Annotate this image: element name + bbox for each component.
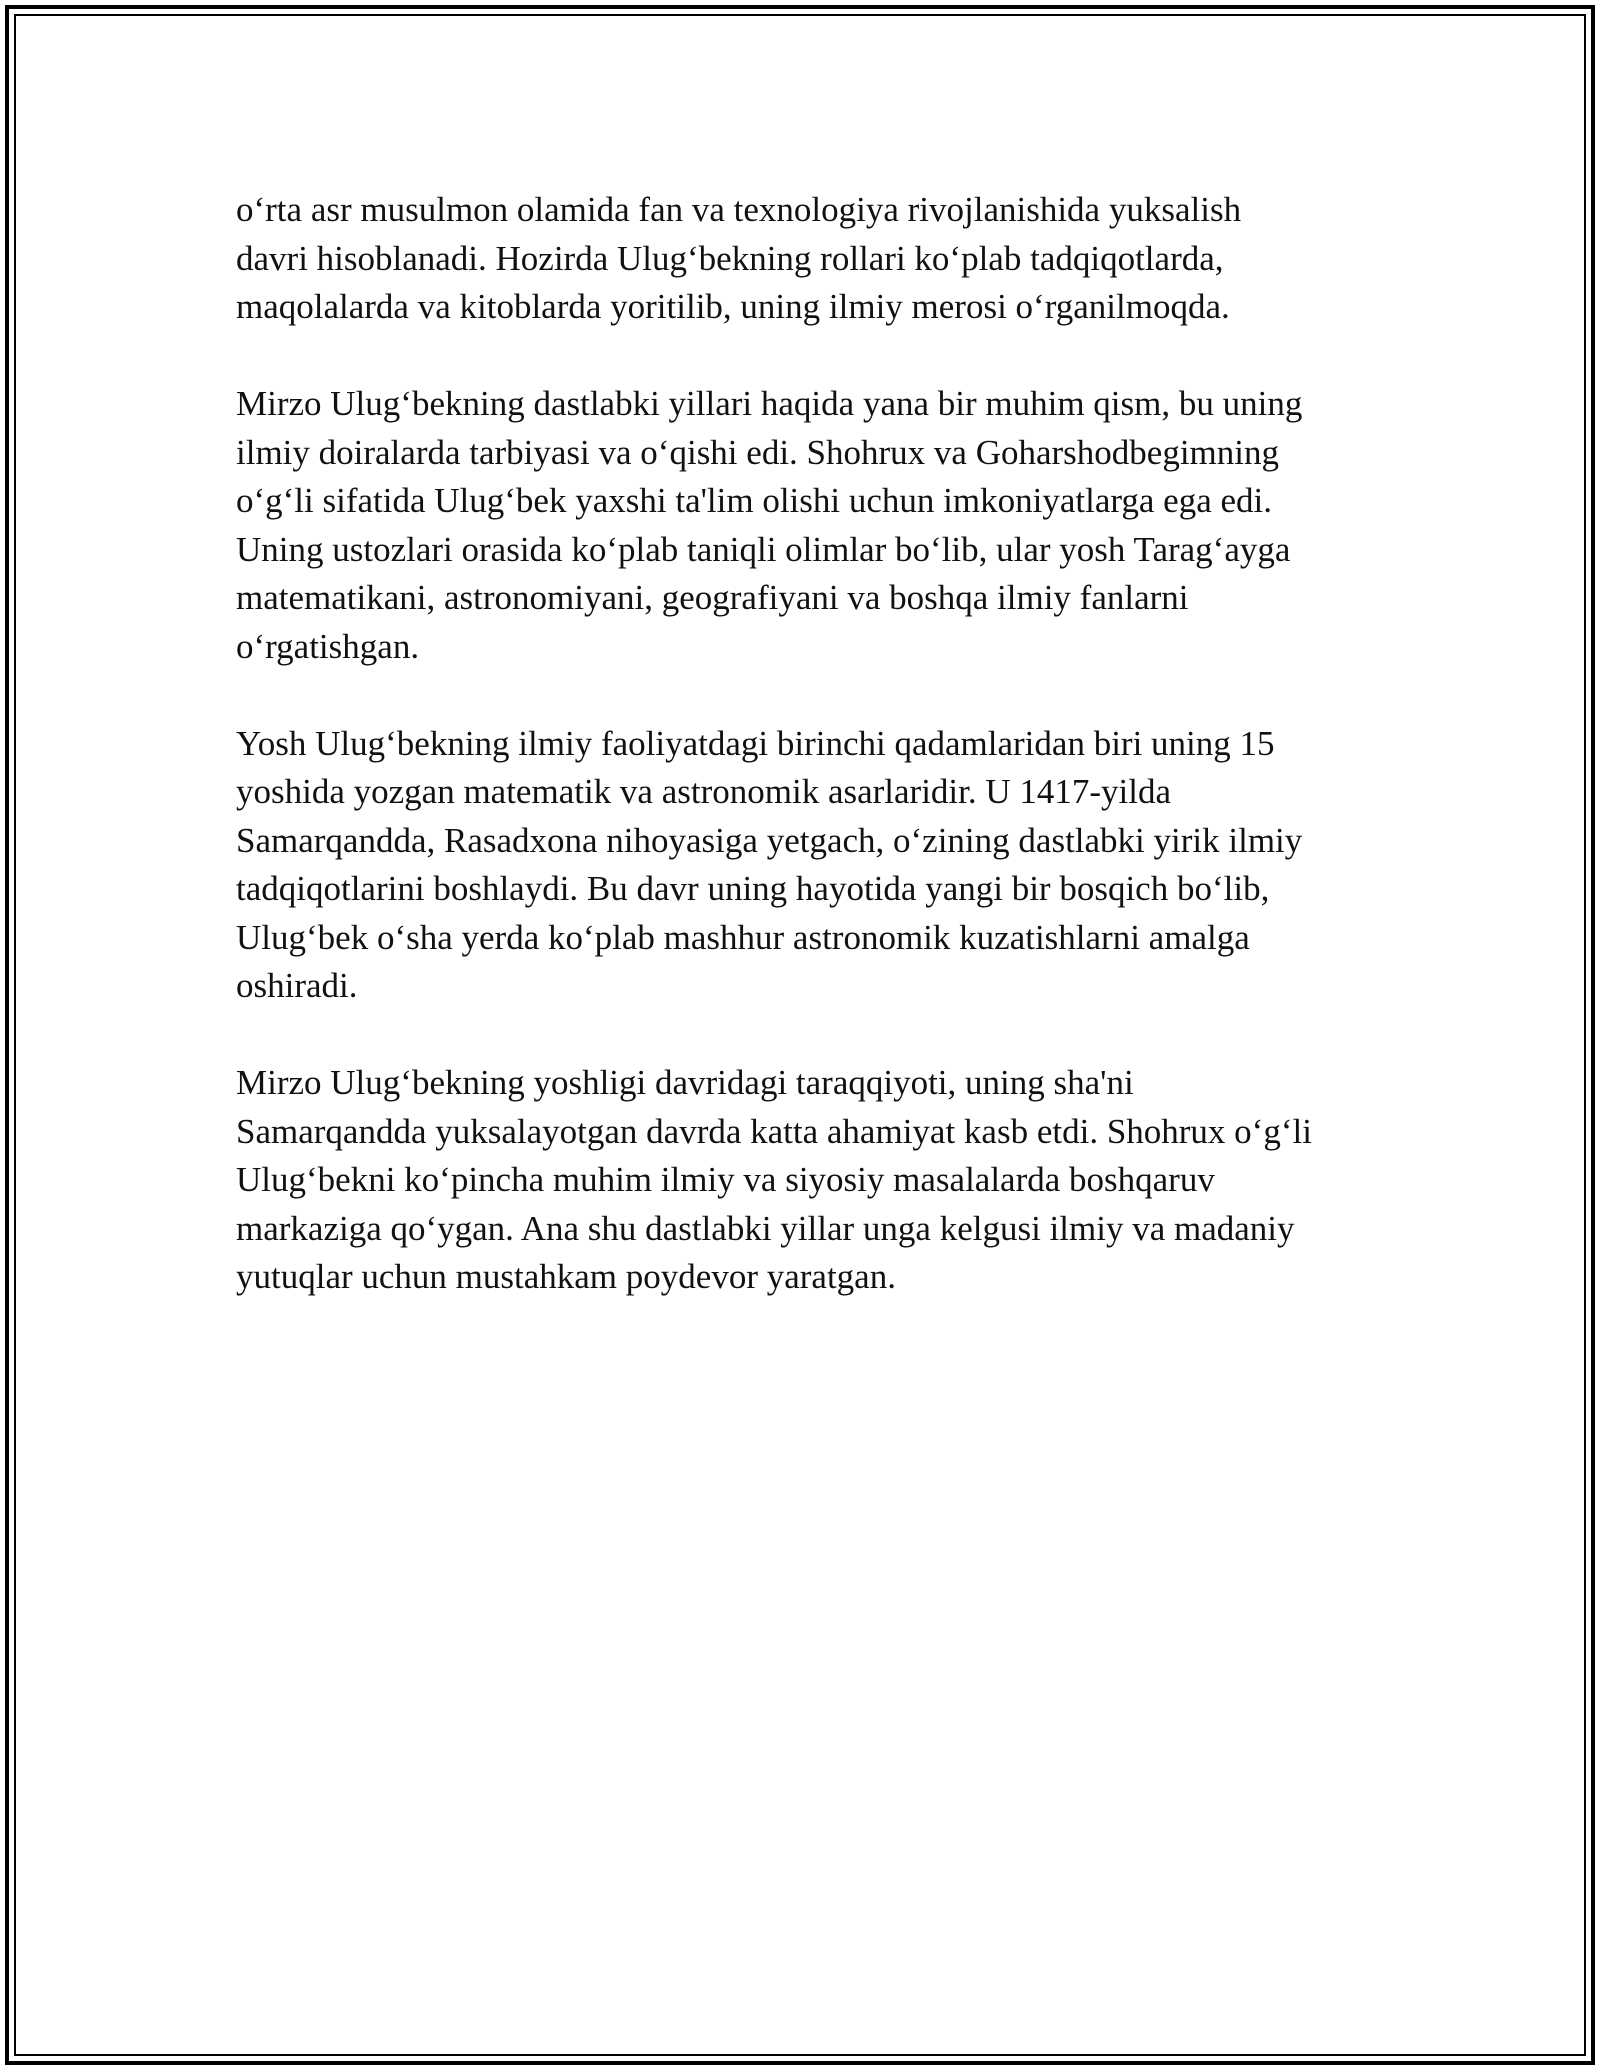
text-line: oshiradi. [236, 966, 358, 1005]
text-line: o‘rgatishgan. [236, 626, 420, 666]
text-line: Ulug‘bek o‘sha yerda ko‘plab mashhur astronomik kuzatishlarni amalga [236, 917, 1250, 957]
text-line: Mirzo Ulug‘bekning dastlabki yillari haqida yana bir muhim qism, bu uning [236, 384, 1303, 423]
paragraph-2 [236, 380, 1396, 671]
text-line: davri hisoblanadi. Hozirda Ulug‘bekning rollari ko‘plab tadqiqotlarda, [236, 238, 1224, 278]
text-line: o‘rta asr musulmon olamida fan va texnologiya rivojlanishida yuksalish [236, 190, 1242, 229]
paragraph-3 [236, 720, 1396, 1011]
document-body [236, 186, 1396, 1350]
text-line: tadqiqotlarini boshlaydi. Bu davr uning hayotida yangi bir bosqich bo‘lib, [236, 869, 1270, 908]
text-line: ilmiy doiralarda tarbiyasi va o‘qishi edi. Shohrux va Goharshodbegimning [236, 432, 1279, 472]
text-line: Ulug‘bekni ko‘pincha muhim ilmiy va siyosiy masalalarda boshqaruv [236, 1160, 1215, 1199]
text-line: Mirzo Ulug‘bekning yoshligi davridagi taraqqiyoti, uning sha'ni [236, 1063, 1134, 1102]
text-line: yutuqlar uchun mustahkam poydevor yaratgan. [236, 1257, 896, 1296]
text-line: maqolalarda va kitoblarda yoritilib, uning ilmiy merosi o‘rganilmoqda. [236, 287, 1230, 326]
paragraph-1 [236, 186, 1396, 332]
paragraph-4 [236, 1059, 1396, 1302]
text-line: Samarqandda yuksalayotgan davrda katta ahamiyat kasb etdi. Shohrux o‘g‘li [236, 1111, 1312, 1151]
text-line: markaziga qo‘ygan. Ana shu dastlabki yillar unga kelgusi ilmiy va madaniy [236, 1208, 1295, 1248]
text-line: Uning ustozlari orasida ko‘plab taniqli olimlar bo‘lib, ular yosh Tarag‘ayga [236, 529, 1291, 569]
text-line: yoshida yozgan matematik va astronomik asarlaridir. U 1417-yilda [236, 772, 1172, 811]
text-line: matematikani, astronomiyani, geografiyani va boshqa ilmiy fanlarni [236, 578, 1189, 617]
text-line: Samarqandda, Rasadxona nihoyasiga yetgach, o‘zining dastlabki yirik ilmiy [236, 820, 1303, 860]
text-line: Yosh Ulug‘bekning ilmiy faoliyatdagi birinchi qadamlaridan biri uning 15 [236, 723, 1275, 763]
text-line: o‘g‘li sifatida Ulug‘bek yaxshi ta'lim olishi uchun imkoniyatlarga ega edi. [236, 481, 1272, 520]
